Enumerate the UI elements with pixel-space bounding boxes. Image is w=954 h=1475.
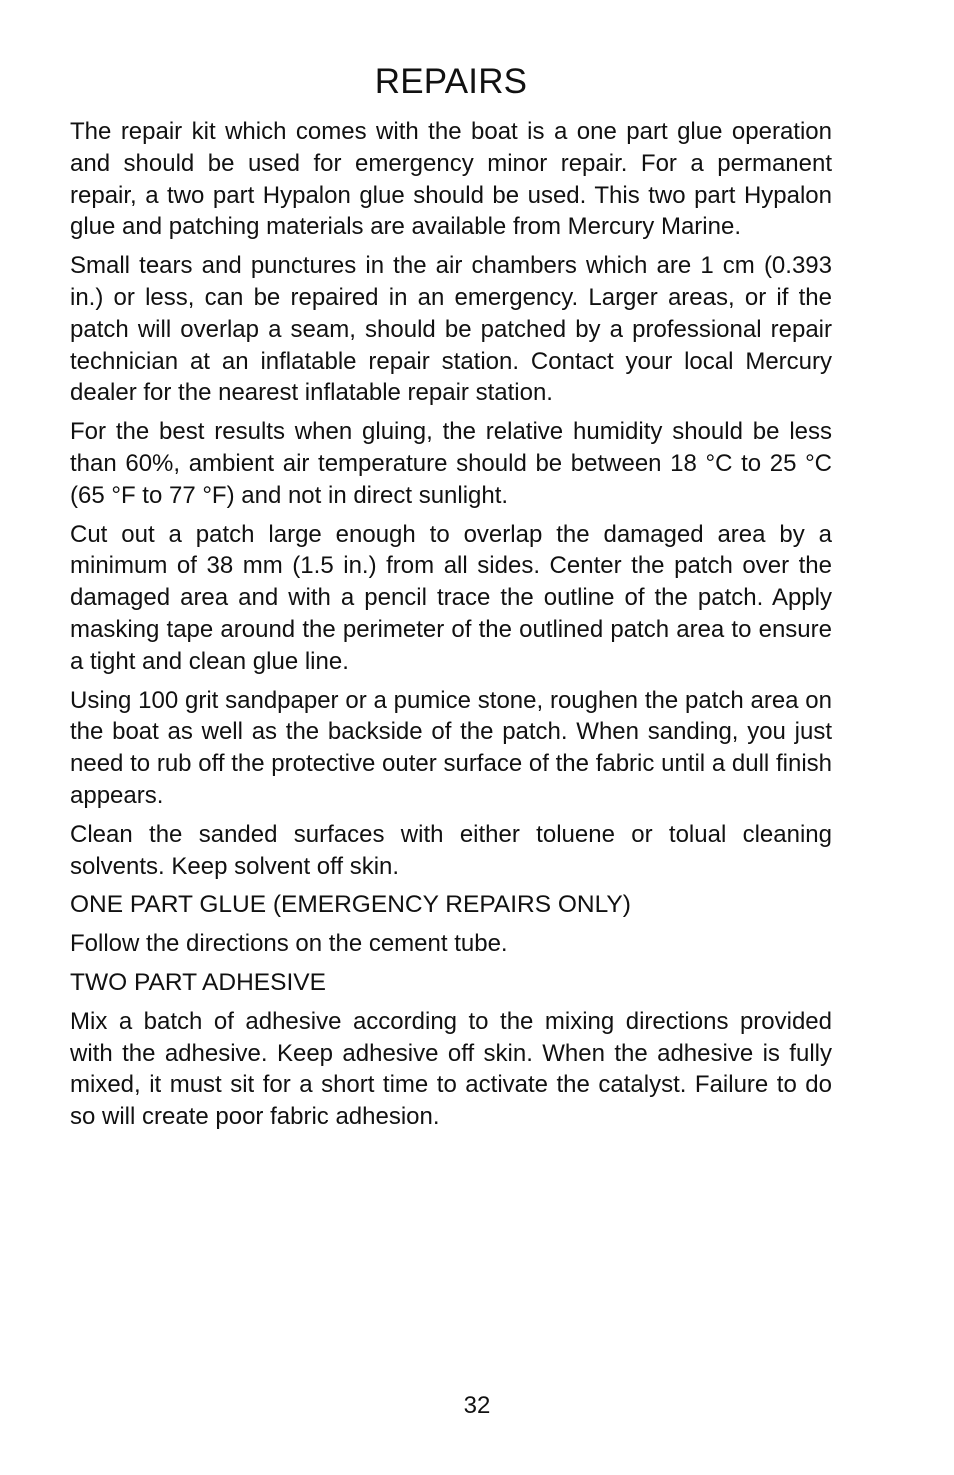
page-number: 32 (463, 1392, 491, 1419)
paragraph-repair-kit: The repair kit which comes with the boat is a one part glue operation and should be used for emergency minor repair. For a permanent repair, a two part Hypalon glue should be used. This two part Hypalon glue and patching materials are available from Mercury Marine. (70, 118, 832, 241)
section-heading-one-part-glue: ONE PART GLUE (EMERGENCY REPAIRS ONLY) (70, 891, 631, 919)
section-text-two-part-adhesive: Mix a batch of adhesive according to the mixing directions provided with the adhesive. Keep adhesive off skin. When the adhesive is fully mixed, it must sit for a short time to activate the catalyst. Failure to do so will create poor fabric adhesion. (70, 1007, 832, 1131)
document-page (70, 60, 832, 1140)
section-heading-two-part-adhesive: TWO PART ADHESIVE (70, 968, 326, 996)
paragraph-cleaning: Clean the sanded surfaces with either toluene or tolual cleaning solvents. Keep solvent off skin. (70, 820, 832, 880)
paragraph-small-tears: Small tears and punctures in the air chambers which are 1 cm (0.393 in.) or less, can be repaired in an emergency. Larger areas, or if the patch will overlap a seam, should be patched by a professional repair technician at an inflatable repair station. Contact your local Mercury dealer for the nearest inflatable repair station. (70, 252, 832, 407)
paragraph-cut-patch: Cut out a patch large enough to overlap the damaged area by a minimum of 38 mm (1.5 in.) from all sides. Center the patch over the damaged area and with a pencil trace the outline of the patch. Apply masking tape around the perimeter of the outlined patch area to ensure a tight and clean glue line. (70, 520, 832, 675)
page-title: REPAIRS (374, 62, 528, 101)
paragraph-sanding: Using 100 grit sandpaper or a pumice stone, roughen the patch area on the boat as well as the backside of the patch. When sanding, you just need to rub off the protective outer surface of the fabric until a dull finish appears. (70, 686, 832, 809)
paragraph-gluing-conditions: For the best results when gluing, the relative humidity should be less than 60%, ambient air temperature should be between 18 °C to 25 °C (65 °F to 77 °F) and not in direct sunlight. (70, 418, 832, 509)
section-text-one-part-glue: Follow the directions on the cement tube. (70, 930, 508, 958)
